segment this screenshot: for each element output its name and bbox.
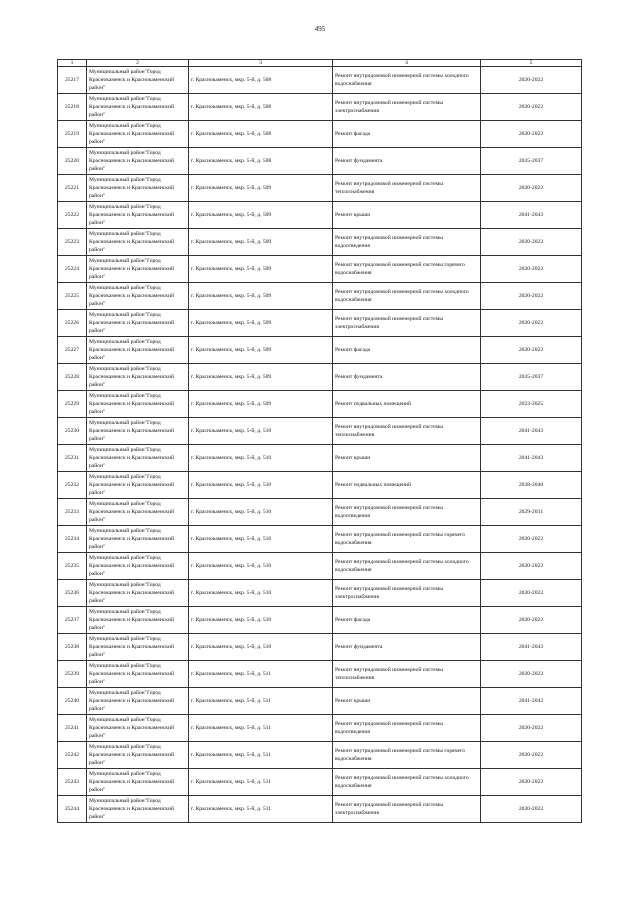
period-cell: 2020-2022 xyxy=(481,94,582,121)
table-row xyxy=(58,283,582,310)
table-row xyxy=(58,337,582,364)
period-cell: 2020-2022 xyxy=(481,121,582,148)
period-cell: 2020-2022 xyxy=(481,67,582,94)
table-row xyxy=(58,67,582,94)
row-id-cell: 25239 xyxy=(58,661,87,688)
period-cell: 2020-2022 xyxy=(481,553,582,580)
column-number-row xyxy=(58,60,582,67)
work-type-cell: Ремонт внутридомовой инженерной системы теплоснабжения xyxy=(333,418,481,445)
municipality-cell: Муниципальный район"Город Краснокаменск и Краснокаменский район" xyxy=(87,67,189,94)
work-type-cell: Ремонт внутридомовой инженерной системы горячего водоснабжения xyxy=(333,526,481,553)
address-cell: г. Краснокаменск, мкр. 5-й, д. 510 xyxy=(189,553,333,580)
row-id-cell: 25219 xyxy=(58,121,87,148)
period-cell: 2020-2022 xyxy=(481,229,582,256)
row-id-cell: 25223 xyxy=(58,229,87,256)
municipality-cell: Муниципальный район"Город Краснокаменск и Краснокаменский район" xyxy=(87,472,189,499)
address-cell: г. Краснокаменск, мкр. 5-й, д. 509 xyxy=(189,256,333,283)
municipality-cell: Муниципальный район"Город Краснокаменск и Краснокаменский район" xyxy=(87,418,189,445)
page-number: 495 xyxy=(314,25,326,33)
period-cell: 2041-2043 xyxy=(481,688,582,715)
period-cell: 2020-2022 xyxy=(481,283,582,310)
table-row xyxy=(58,634,582,661)
period-cell: 2035-2037 xyxy=(481,148,582,175)
work-type-cell: Ремонт внутридомовой инженерной системы теплоснабжения xyxy=(333,661,481,688)
municipality-cell: Муниципальный район"Город Краснокаменск и Краснокаменский район" xyxy=(87,229,189,256)
period-cell: 2020-2022 xyxy=(481,796,582,823)
table-body xyxy=(58,67,582,823)
work-type-cell: Ремонт внутридомовой инженерной системы горячего водоснабжения xyxy=(333,256,481,283)
period-cell: 2041-2043 xyxy=(481,202,582,229)
period-cell: 2041-2043 xyxy=(481,418,582,445)
row-id-cell: 25231 xyxy=(58,445,87,472)
row-id-cell: 25236 xyxy=(58,580,87,607)
period-cell: 2020-2022 xyxy=(481,310,582,337)
row-id-cell: 25234 xyxy=(58,526,87,553)
work-type-cell: Ремонт внутридомовой инженерной системы горячего водоснабжения xyxy=(333,742,481,769)
address-cell: г. Краснокаменск, мкр. 5-й, д. 509 xyxy=(189,337,333,364)
period-cell: 2020-2022 xyxy=(481,607,582,634)
row-id-cell: 25238 xyxy=(58,634,87,661)
address-cell: г. Краснокаменск, мкр. 5-й, д. 509 xyxy=(189,364,333,391)
table-row xyxy=(58,418,582,445)
address-cell: г. Краснокаменск, мкр. 5-й, д. 509 xyxy=(189,391,333,418)
table-row xyxy=(58,661,582,688)
work-type-cell: Ремонт внутридомовой инженерной системы водоотведения xyxy=(333,499,481,526)
column-header-2: 2 xyxy=(87,60,189,67)
address-cell: г. Краснокаменск, мкр. 5-й, д. 510 xyxy=(189,499,333,526)
table-row xyxy=(58,175,582,202)
address-cell: г. Краснокаменск, мкр. 5-й, д. 511 xyxy=(189,688,333,715)
table-row xyxy=(58,499,582,526)
period-cell: 2020-2022 xyxy=(481,661,582,688)
address-cell: г. Краснокаменск, мкр. 5-й, д. 511 xyxy=(189,769,333,796)
municipality-cell: Муниципальный район"Город Краснокаменск и Краснокаменский район" xyxy=(87,580,189,607)
address-cell: г. Краснокаменск, мкр. 5-й, д. 510 xyxy=(189,580,333,607)
column-header-1: 1 xyxy=(58,60,87,67)
row-id-cell: 25227 xyxy=(58,337,87,364)
work-type-cell: Ремонт подвальных помещений xyxy=(333,391,481,418)
row-id-cell: 25228 xyxy=(58,364,87,391)
row-id-cell: 25222 xyxy=(58,202,87,229)
table-row xyxy=(58,553,582,580)
period-cell: 2020-2022 xyxy=(481,580,582,607)
column-header-3: 3 xyxy=(189,60,333,67)
table-row xyxy=(58,391,582,418)
column-header-5: 5 xyxy=(481,60,582,67)
municipality-cell: Муниципальный район"Город Краснокаменск и Краснокаменский район" xyxy=(87,607,189,634)
municipality-cell: Муниципальный район"Город Краснокаменск и Краснокаменский район" xyxy=(87,310,189,337)
municipality-cell: Муниципальный район"Город Краснокаменск и Краснокаменский район" xyxy=(87,796,189,823)
row-id-cell: 25233 xyxy=(58,499,87,526)
address-cell: г. Краснокаменск, мкр. 5-й, д. 509 xyxy=(189,175,333,202)
row-id-cell: 25237 xyxy=(58,607,87,634)
table-row xyxy=(58,796,582,823)
work-type-cell: Ремонт фасада xyxy=(333,607,481,634)
period-cell: 2023-2025 xyxy=(481,391,582,418)
row-id-cell: 25242 xyxy=(58,742,87,769)
municipality-cell: Муниципальный район"Город Краснокаменск и Краснокаменский район" xyxy=(87,202,189,229)
work-type-cell: Ремонт внутридомовой инженерной системы электроснабжения xyxy=(333,580,481,607)
table-row xyxy=(58,688,582,715)
period-cell: 2038-2040 xyxy=(481,472,582,499)
row-id-cell: 25224 xyxy=(58,256,87,283)
row-id-cell: 25243 xyxy=(58,769,87,796)
row-id-cell: 25220 xyxy=(58,148,87,175)
table-row xyxy=(58,445,582,472)
work-type-cell: Ремонт крыши xyxy=(333,688,481,715)
municipality-cell: Муниципальный район"Город Краснокаменск и Краснокаменский район" xyxy=(87,256,189,283)
row-id-cell: 25221 xyxy=(58,175,87,202)
row-id-cell: 25230 xyxy=(58,418,87,445)
period-cell: 2020-2022 xyxy=(481,715,582,742)
table-row xyxy=(58,229,582,256)
table-row xyxy=(58,256,582,283)
row-id-cell: 25218 xyxy=(58,94,87,121)
work-type-cell: Ремонт внутридомовой инженерной системы водоотведения xyxy=(333,715,481,742)
municipality-cell: Муниципальный район"Город Краснокаменск и Краснокаменский район" xyxy=(87,391,189,418)
period-cell: 2041-2043 xyxy=(481,634,582,661)
repair-schedule-table xyxy=(57,59,582,823)
municipality-cell: Муниципальный район"Город Краснокаменск и Краснокаменский район" xyxy=(87,283,189,310)
work-type-cell: Ремонт крыши xyxy=(333,202,481,229)
table-row xyxy=(58,202,582,229)
work-type-cell: Ремонт крыши xyxy=(333,445,481,472)
address-cell: г. Краснокаменск, мкр. 5-й, д. 508 xyxy=(189,121,333,148)
work-type-cell: Ремонт внутридомовой инженерной системы теплоснабжения xyxy=(333,175,481,202)
table-row xyxy=(58,472,582,499)
work-type-cell: Ремонт внутридомовой инженерной системы электроснабжения xyxy=(333,796,481,823)
address-cell: г. Краснокаменск, мкр. 5-й, д. 510 xyxy=(189,418,333,445)
table-row xyxy=(58,769,582,796)
period-cell: 2035-2037 xyxy=(481,364,582,391)
work-type-cell: Ремонт фасада xyxy=(333,337,481,364)
period-cell: 2020-2022 xyxy=(481,256,582,283)
work-type-cell: Ремонт внутридомовой инженерной системы холодного водоснабжения xyxy=(333,553,481,580)
municipality-cell: Муниципальный район"Город Краснокаменск и Краснокаменский район" xyxy=(87,364,189,391)
address-cell: г. Краснокаменск, мкр. 5-й, д. 511 xyxy=(189,742,333,769)
address-cell: г. Краснокаменск, мкр. 5-й, д. 511 xyxy=(189,661,333,688)
work-type-cell: Ремонт внутридомовой инженерной системы электроснабжения xyxy=(333,94,481,121)
table-row xyxy=(58,607,582,634)
column-header-4: 4 xyxy=(333,60,481,67)
work-type-cell: Ремонт внутридомовой инженерной системы водоотведения xyxy=(333,229,481,256)
municipality-cell: Муниципальный район"Город Краснокаменск и Краснокаменский район" xyxy=(87,337,189,364)
municipality-cell: Муниципальный район"Город Краснокаменск и Краснокаменский район" xyxy=(87,715,189,742)
work-type-cell: Ремонт фундамента xyxy=(333,364,481,391)
work-type-cell: Ремонт внутридомовой инженерной системы холодного водоснабжения xyxy=(333,283,481,310)
municipality-cell: Муниципальный район"Город Краснокаменск и Краснокаменский район" xyxy=(87,688,189,715)
municipality-cell: Муниципальный район"Город Краснокаменск и Краснокаменский район" xyxy=(87,445,189,472)
address-cell: г. Краснокаменск, мкр. 5-й, д. 508 xyxy=(189,67,333,94)
municipality-cell: Муниципальный район"Город Краснокаменск и Краснокаменский район" xyxy=(87,742,189,769)
work-type-cell: Ремонт внутридомовой инженерной системы электроснабжения xyxy=(333,310,481,337)
period-cell: 2041-2043 xyxy=(481,445,582,472)
municipality-cell: Муниципальный район"Город Краснокаменск и Краснокаменский район" xyxy=(87,661,189,688)
period-cell: 2020-2022 xyxy=(481,175,582,202)
work-type-cell: Ремонт фасада xyxy=(333,121,481,148)
table-row xyxy=(58,526,582,553)
address-cell: г. Краснокаменск, мкр. 5-й, д. 511 xyxy=(189,715,333,742)
table-row xyxy=(58,121,582,148)
municipality-cell: Муниципальный район"Город Краснокаменск и Краснокаменский район" xyxy=(87,148,189,175)
row-id-cell: 25241 xyxy=(58,715,87,742)
table-row xyxy=(58,94,582,121)
row-id-cell: 25244 xyxy=(58,796,87,823)
address-cell: г. Краснокаменск, мкр. 5-й, д. 509 xyxy=(189,283,333,310)
row-id-cell: 25235 xyxy=(58,553,87,580)
row-id-cell: 25226 xyxy=(58,310,87,337)
municipality-cell: Муниципальный район"Город Краснокаменск и Краснокаменский район" xyxy=(87,499,189,526)
municipality-cell: Муниципальный район"Город Краснокаменск и Краснокаменский район" xyxy=(87,94,189,121)
work-type-cell: Ремонт фундамента xyxy=(333,634,481,661)
address-cell: г. Краснокаменск, мкр. 5-й, д. 510 xyxy=(189,634,333,661)
address-cell: г. Краснокаменск, мкр. 5-й, д. 509 xyxy=(189,229,333,256)
table-row xyxy=(58,148,582,175)
table-row xyxy=(58,742,582,769)
row-id-cell: 25240 xyxy=(58,688,87,715)
table-row xyxy=(58,715,582,742)
period-cell: 2020-2022 xyxy=(481,337,582,364)
address-cell: г. Краснокаменск, мкр. 5-й, д. 508 xyxy=(189,94,333,121)
table-row xyxy=(58,310,582,337)
address-cell: г. Краснокаменск, мкр. 5-й, д. 508 xyxy=(189,148,333,175)
table-row xyxy=(58,364,582,391)
municipality-cell: Муниципальный район"Город Краснокаменск и Краснокаменский район" xyxy=(87,526,189,553)
row-id-cell: 25225 xyxy=(58,283,87,310)
address-cell: г. Краснокаменск, мкр. 5-й, д. 510 xyxy=(189,526,333,553)
municipality-cell: Муниципальный район"Город Краснокаменск и Краснокаменский район" xyxy=(87,121,189,148)
period-cell: 2020-2022 xyxy=(481,769,582,796)
municipality-cell: Муниципальный район"Город Краснокаменск и Краснокаменский район" xyxy=(87,634,189,661)
period-cell: 2029-2031 xyxy=(481,499,582,526)
address-cell: г. Краснокаменск, мкр. 5-й, д. 510 xyxy=(189,472,333,499)
work-type-cell: Ремонт внутридомовой инженерной системы холодного водоснабжения xyxy=(333,67,481,94)
municipality-cell: Муниципальный район"Город Краснокаменск и Краснокаменский район" xyxy=(87,175,189,202)
period-cell: 2020-2022 xyxy=(481,526,582,553)
table-row xyxy=(58,580,582,607)
address-cell: г. Краснокаменск, мкр. 5-й, д. 510 xyxy=(189,607,333,634)
work-type-cell: Ремонт фундамента xyxy=(333,148,481,175)
work-type-cell: Ремонт внутридомовой инженерной системы холодного водоснабжения xyxy=(333,769,481,796)
work-type-cell: Ремонт подвальных помещений xyxy=(333,472,481,499)
period-cell: 2020-2022 xyxy=(481,742,582,769)
row-id-cell: 25232 xyxy=(58,472,87,499)
row-id-cell: 25217 xyxy=(58,67,87,94)
address-cell: г. Краснокаменск, мкр. 5-й, д. 510 xyxy=(189,445,333,472)
address-cell: г. Краснокаменск, мкр. 5-й, д. 511 xyxy=(189,796,333,823)
address-cell: г. Краснокаменск, мкр. 5-й, д. 509 xyxy=(189,310,333,337)
municipality-cell: Муниципальный район"Город Краснокаменск и Краснокаменский район" xyxy=(87,769,189,796)
address-cell: г. Краснокаменск, мкр. 5-й, д. 509 xyxy=(189,202,333,229)
row-id-cell: 25229 xyxy=(58,391,87,418)
municipality-cell: Муниципальный район"Город Краснокаменск и Краснокаменский район" xyxy=(87,553,189,580)
